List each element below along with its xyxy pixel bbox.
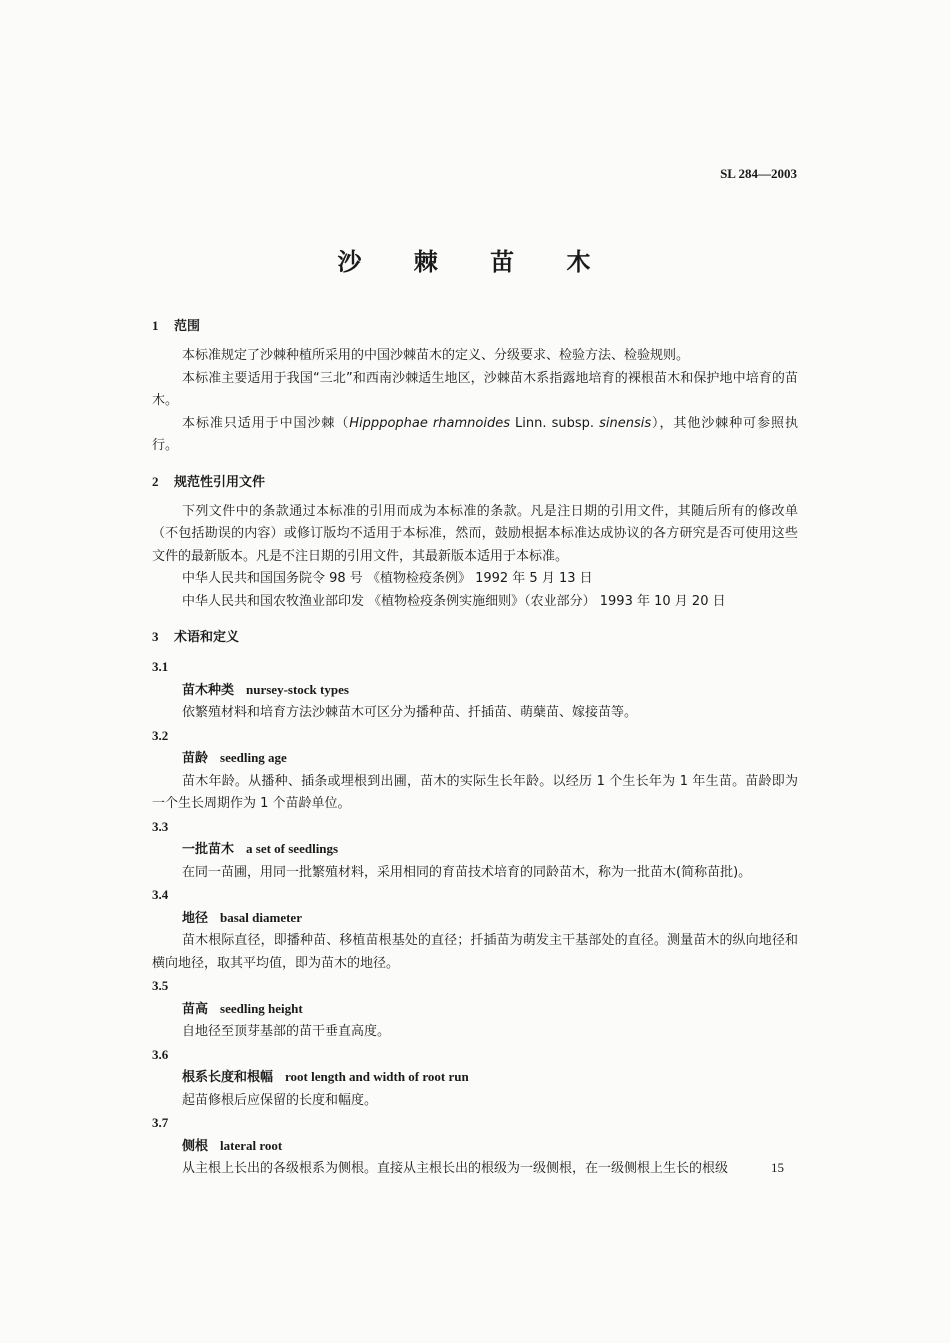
standard-code: SL 284—2003 xyxy=(720,166,797,181)
section-number: 1 xyxy=(152,318,159,333)
reference-item: 中华人民共和国农牧渔业部印发 《植物检疫条例实施细则》（农业部分） 1993 年 10 月 20 日 xyxy=(182,593,726,609)
term-3-2 xyxy=(152,725,798,816)
term-en: a set of seedlings xyxy=(246,841,339,856)
term-name xyxy=(152,998,798,1022)
latin-name: Hipppophae rhamnoides xyxy=(349,415,510,431)
term-en: seedling height xyxy=(220,1000,303,1016)
term-number: 3.3 xyxy=(152,818,169,834)
term-zh: 根系长度和根幅 xyxy=(182,1070,274,1085)
section-2-heading xyxy=(152,472,798,493)
page-number: 15 xyxy=(771,1160,784,1175)
term-number: 3.1 xyxy=(152,659,169,674)
para-text: 本标准只适用于中国沙棘（ xyxy=(182,415,350,431)
section-number: 2 xyxy=(152,473,159,489)
section-2-para-1: 下列文件中的条款通过本标准的引用而成为本标准的条款。凡是注日期的引用文件，其随后所有的修改单（不包括勘误的内容）或修订版均不适用于本标准，然而，鼓励根据本标准达成协议的各方研究是否可使用这些文件的最新版本。凡是不注日期的引用文件，其最新版本适用于本标准。 xyxy=(152,503,798,564)
term-zh: 侧根 xyxy=(182,1138,209,1154)
section-1-heading xyxy=(152,316,798,337)
term-name xyxy=(152,747,798,771)
term-3-1 xyxy=(152,656,798,725)
term-zh: 苗木种类 xyxy=(182,682,235,698)
term-number: 3.7 xyxy=(152,1115,169,1130)
term-name xyxy=(152,679,798,703)
term-zh: 一批苗木 xyxy=(182,842,235,857)
latin-subspecies: sinensis xyxy=(599,415,652,431)
term-zh: 苗龄 xyxy=(182,751,209,766)
term-en: lateral root xyxy=(220,1137,283,1153)
term-definition: 在同一苗圃，用同一批繁殖材料，采用相同的育苗技术培育的同龄苗木，称为一批苗木(简称苗批)。 xyxy=(182,864,752,880)
reference-item: 中华人民共和国国务院令 98 号 《植物检疫条例》 1992 年 5 月 13 日 xyxy=(182,571,593,586)
document-title: 沙 棘 苗 木 xyxy=(337,248,613,276)
document-body xyxy=(152,316,798,1181)
term-en: nursey-stock types xyxy=(246,681,349,697)
section-title: 规范性引用文件 xyxy=(174,474,266,490)
term-definition: 起苗修根后应保留的长度和幅度。 xyxy=(182,1092,378,1108)
para-text: ），其他沙棘种可参照执行。 xyxy=(152,415,798,453)
term-name xyxy=(152,1066,798,1090)
section-1-para-3 xyxy=(152,413,798,458)
para-text: Linn. subsp. xyxy=(509,415,600,431)
term-3-6 xyxy=(152,1044,798,1113)
term-en: seedling age xyxy=(220,750,287,765)
term-zh: 苗高 xyxy=(182,1001,209,1017)
term-definition: 依繁殖材料和培育方法沙棘苗木可区分为播种苗、扦插苗、萌蘖苗、嫁接苗等。 xyxy=(182,705,638,720)
term-3-5 xyxy=(152,975,798,1044)
term-3-7 xyxy=(152,1112,798,1181)
term-number: 3.5 xyxy=(152,978,169,993)
term-name xyxy=(152,1135,798,1159)
reference-list xyxy=(152,568,798,613)
term-en: root length and width of root run xyxy=(285,1069,469,1084)
term-definition: 自地径至顶芽基部的苗干垂直高度。 xyxy=(182,1024,391,1039)
section-1-para-1: 本标准规定了沙棘种植所采用的中国沙棘苗木的定义、分级要求、检验方法、检验规则。 xyxy=(182,348,690,363)
term-en: basal diameter xyxy=(220,909,302,925)
term-zh: 地径 xyxy=(182,910,209,926)
section-title: 术语和定义 xyxy=(174,630,240,645)
section-title: 范围 xyxy=(174,319,201,334)
term-name xyxy=(152,838,798,862)
term-definition: 苗木年龄。从播种、插条或埋根到出圃，苗木的实际生长年龄。以经历 1 个生长年为 1 年生苗。苗龄即为一个生长周期作为 1 个苗龄单位。 xyxy=(152,773,798,811)
section-3-heading xyxy=(152,627,798,648)
term-number: 3.4 xyxy=(152,887,169,902)
section-number: 3 xyxy=(152,629,159,644)
section-1-para-2: 本标准主要适用于我国“三北”和西南沙棘适生地区，沙棘苗木系指露地培育的裸根苗木和保护地中培育的苗木。 xyxy=(152,370,798,408)
term-3-3 xyxy=(152,816,798,885)
term-definition: 苗木根际直径，即播种苗、移植苗根基处的直径；扦插苗为萌发主干基部处的直径。测量苗木的纵向地径和横向地径，取其平均值，即为苗木的地径。 xyxy=(152,933,798,971)
term-3-4 xyxy=(152,884,798,975)
term-definition: 从主根上长出的各级根系为侧根。直接从主根长出的根级为一级侧根，在一级侧根上生长的根级 xyxy=(182,1161,729,1176)
term-name xyxy=(152,907,798,931)
term-number: 3.6 xyxy=(152,1046,169,1062)
term-number: 3.2 xyxy=(152,727,169,743)
